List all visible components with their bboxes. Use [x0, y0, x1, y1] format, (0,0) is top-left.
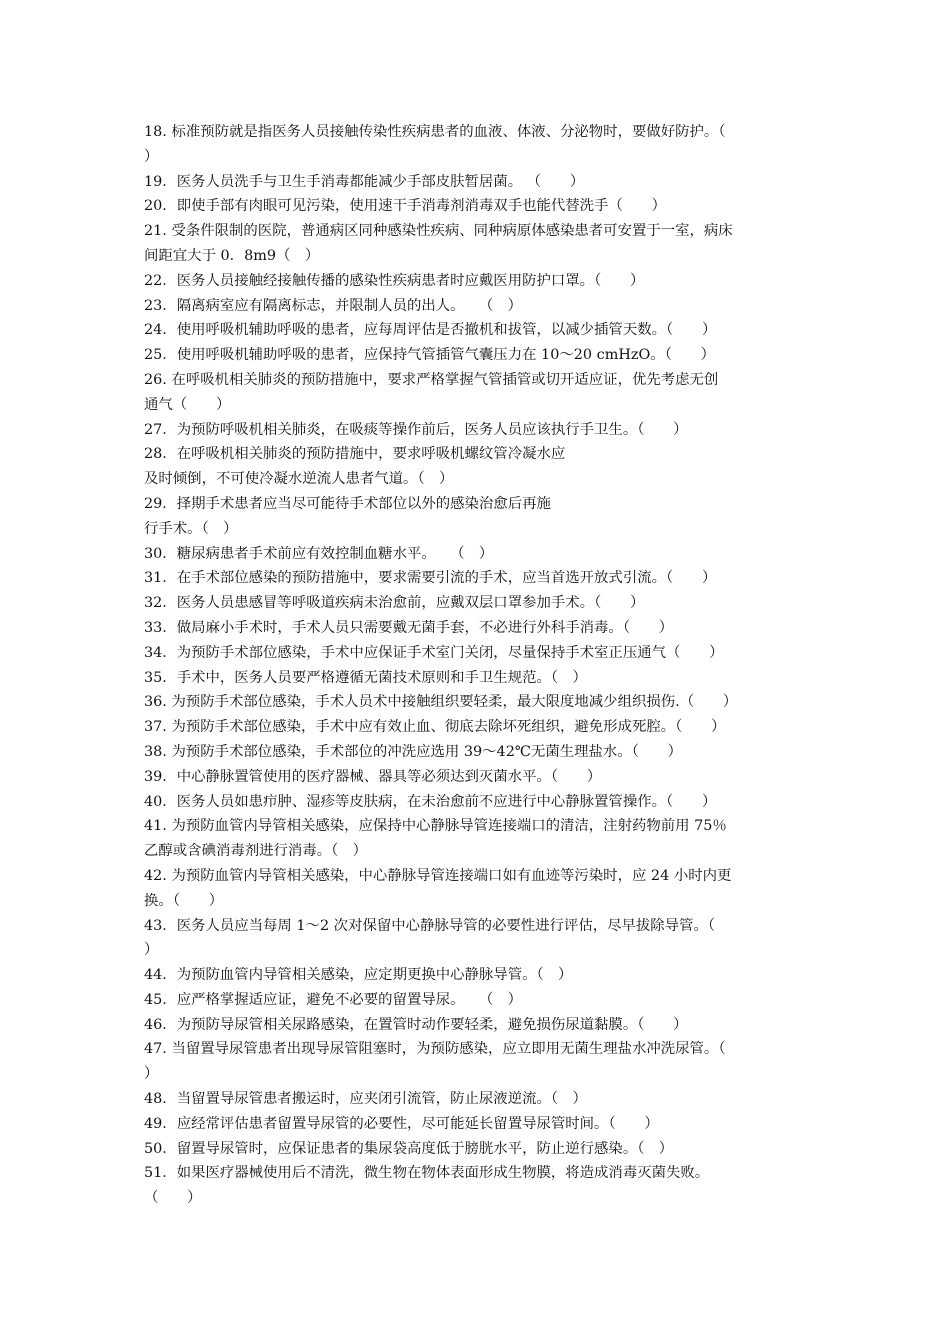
document-line: 间距宜大于 0．8m9（ ） [144, 247, 320, 264]
document-line: ） [144, 148, 159, 165]
document-line: 30．糖尿病患者手术前应有效控制血糖水平。 （ ） [144, 545, 494, 562]
document-line: 37. 为预防手术部位感染，手术中应有效止血、彻底去除坏死组织，避免形成死腔。（ ） [144, 719, 726, 736]
document-line: 47. 当留置导尿管患者出现导尿管阻塞时，为预防感染，应立即用无菌生理盐水冲洗尿管。（ [144, 1041, 726, 1058]
document-line: ） [144, 942, 159, 959]
document-line: 31．在手术部位感染的预防措施中，要求需要引流的手术，应当首选开放式引流。（ ） [144, 570, 717, 587]
document-line: 41. 为预防血管内导管相关感染，应保持中心静脉导管连接端口的清洁，注射药物前用 75％ [144, 818, 727, 835]
document-line: 43．医务人员应当每周 1～2 次对保留中心静脉导管的必要性进行评估，尽早拔除导管。（ [144, 917, 716, 934]
document-line: 19．医务人员洗手与卫生手消毒都能减少手部皮肤暂居菌。 （ ） [144, 173, 585, 190]
document-line: 51．如果医疗器械使用后不清洗，微生物在物体表面形成生物膜，将造成消毒灭菌失败。 [144, 1165, 710, 1182]
document-line: 46．为预防导尿管相关尿路感染，在置管时动作要轻柔，避免损伤尿道黏膜。（ ） [144, 1016, 688, 1033]
document-line: 22．医务人员接触经接触传播的感染性疾病患者时应戴医用防护口罩。（ ） [144, 272, 645, 289]
document-line: 38. 为预防手术部位感染，手术部位的冲洗应选用 39～42℃无菌生理盐水。（ ） [144, 743, 683, 760]
document-line: 27．为预防呼吸机相关肺炎，在吸痰等操作前后，医务人员应该执行手卫生。（ ） [144, 421, 688, 438]
document-line: 乙醇或含碘消毒剂进行消毒。（ ） [144, 843, 368, 860]
document-line: 42. 为预防血管内导管相关感染，中心静脉导管连接端口如有血迹等污染时，应 24 小时内更 [144, 867, 732, 884]
document-line: 32．医务人员患感冒等呼吸道疾病未治愈前，应戴双层口罩参加手术。（ ） [144, 595, 645, 612]
document-line: 29．择期手术患者应当尽可能待手术部位以外的感染治愈后再施 [144, 495, 551, 512]
document-line: 20．即使手部有肉眼可见污染，使用速干手消毒剂消毒双手也能代替洗手（ ） [144, 198, 666, 215]
document-line: （ ） [144, 1190, 202, 1207]
document-line: 23．隔离病室应有隔离标志，并限制人员的出人。 （ ） [144, 297, 523, 314]
document-line: 33．做局麻小手术时，手术人员只需要戴无菌手套，不必进行外科手消毒。（ ） [144, 619, 674, 636]
document-line: 39．中心静脉置管使用的医疗器械、器具等必须达到灭菌水平。（ ） [144, 768, 602, 785]
document-line: 24．使用呼吸机辅助呼吸的患者，应每周评估是否撤机和拔管，以减少插管天数。（ ） [144, 322, 717, 339]
document-line: 行手术。（ ） [144, 520, 238, 537]
document-line: 换。（ ） [144, 892, 224, 909]
document-line: 通气（ ） [144, 396, 231, 413]
document-line: 44．为预防血管内导管相关感染，应定期更换中心静脉导管。（ ） [144, 967, 573, 984]
document-line: 49．应经常评估患者留置导尿管的必要性，尽可能延长留置导尿管时间。（ ） [144, 1115, 659, 1132]
document-line: 25．使用呼吸机辅助呼吸的患者，应保持气管插管气囊压力在 10～20 cmHzO。（ ） [144, 347, 716, 364]
document-line: 34．为预防手术部位感染，手术中应保证手术室门关闭，尽量保持手术室正压通气（ ） [144, 644, 724, 661]
document-line: 45．应严格掌握适应证，避免不必要的留置导尿。 （ ） [144, 991, 523, 1008]
document-line: ） [144, 1066, 159, 1083]
document-line: 及时倾倒，不可使冷凝水逆流人患者气道。（ ） [144, 471, 454, 488]
document-line: 35．手术中，医务人员要严格遵循无菌技术原则和手卫生规范。（ ） [144, 669, 587, 686]
document-line: 26. 在呼吸机相关肺炎的预防措施中，要求严格掌握气管插管或切开适应证，优先考虑无创 [144, 371, 719, 388]
document-line: 50．留置导尿管时，应保证患者的集尿袋高度低于膀胱水平，防止逆行感染。（ ） [144, 1140, 674, 1157]
document-line: 36. 为预防手术部位感染，手术人员术中接触组织要轻柔，最大限度地减少组织损伤.（ ） [144, 694, 738, 711]
document-line: 18. 标准预防就是指医务人员接触传染性疾病患者的血液、体液、分泌物时，要做好防护。（ [144, 124, 726, 140]
document-line: 28．在呼吸机相关肺炎的预防措施中，要求呼吸机螺纹管冷凝水应 [144, 446, 566, 463]
document-line: 21. 受条件限制的医院，普通病区同种感染性疾病、同种病原体感染患者可安置于一室，病床 [144, 223, 733, 240]
document-line: 48．当留置导尿管患者搬运时，应夹闭引流管，防止尿液逆流。（ ） [144, 1091, 587, 1108]
document-line: 40．医务人员如患疖肿、湿疹等皮肤病，在未治愈前不应进行中心静脉置管操作。（ ） [144, 793, 717, 810]
document-page [144, 120, 810, 1211]
